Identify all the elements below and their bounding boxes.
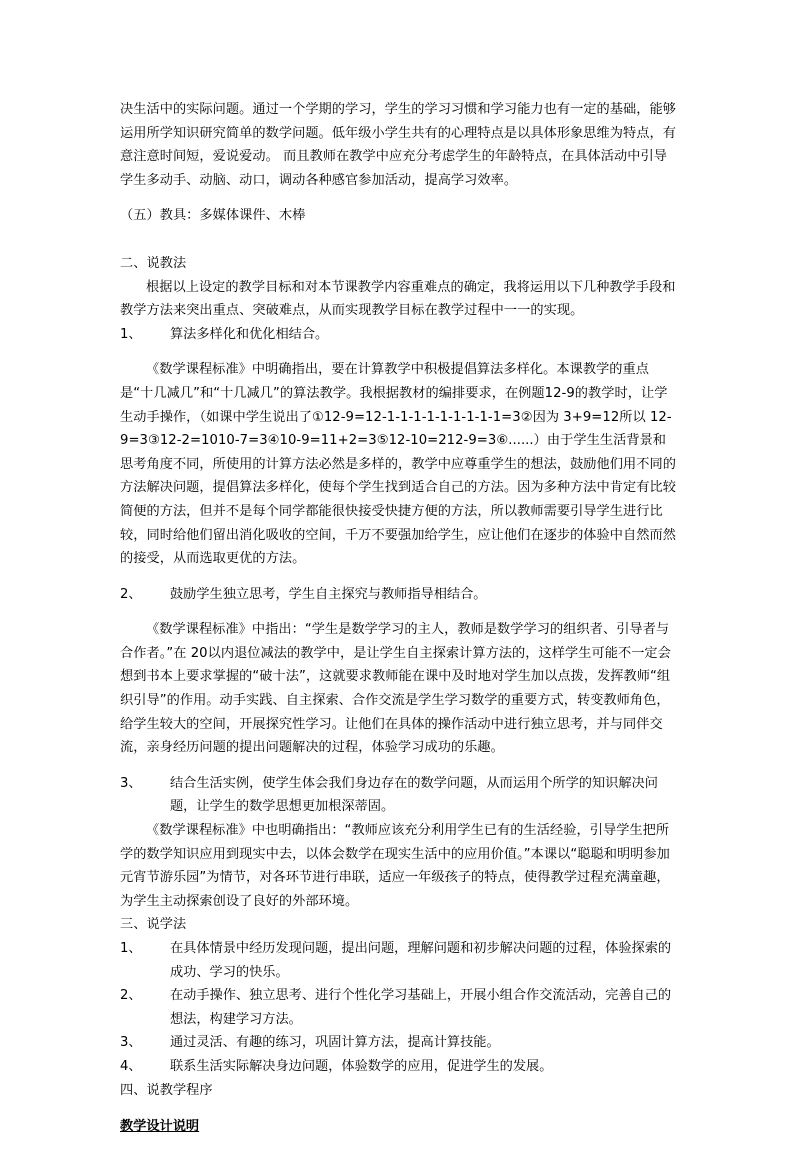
study-item-3 bbox=[120, 1031, 676, 1055]
method-item-3 bbox=[120, 772, 676, 819]
study-item-text: 在动手操作、独立思考、进行个性化学习基础上，开展小组合作交流活动，完善自己的想法，构建学习方法。 bbox=[170, 988, 672, 1027]
paragraph-method-3: 《数学课程标准》中也明确指出：“教师应该充分利用学生已有的生活经验，引导学生把所学的数学知识应用到现实中去，以体会数学在现实生活中的应用价值。”本课以“聪聪和明明参加元宵节游乐园”为情节，对各环节进行串联，适应一年级孩子的特点，使得教学过程充满童趣，为学生主动探索创设了良好的外部环境。 bbox=[120, 823, 670, 909]
study-item-2 bbox=[120, 984, 676, 1031]
heading-study-method: 三、说学法 bbox=[120, 917, 187, 933]
method-item-number: 3、 bbox=[120, 775, 142, 791]
method-item-text: 结合生活实例，使学生体会我们身边存在的数学问题，从而运用个所学的知识解决问题，让学生的数学思想更加根深蒂固。 bbox=[170, 775, 658, 815]
paragraph-method-1: 《数学课程标准》中明确指出，要在计算教学中积极提倡算法多样化。本课教学的重点是“十几减几”和“十几减几”的算法教学。我根据教材的编排要求，在例题12-9的教学时，让学生动手操作，（如课中学生说出了①12-9=12-1-1-1-1-1-1-1-1-1=3②因为 3+9=12所以 12-9=3③12-2=1010-7=3④10-9=11+2=3⑤12-10=212-9=3⑥......）由于学生生活背景和思考角度不同，所使用的计算方法必然是多样的，教学中应尊重学生的想法，鼓励他们用不同的方法解决问题，提倡算法多样化，使每个学生找到适合自己的方法。因为多种方法中肯定有比较简便的方法，但并不是每个同学都能很快接受快捷方便的方法，所以教师需要引导学生进行比较，同时给他们留出消化吸收的空间，千万不要强加给学生，应让他们在逐步的体验中自然而然的接受，从而选取更优的方法。 bbox=[120, 362, 676, 567]
paragraph-teaching-tools: （五）教具：多媒体课件、木棒 bbox=[120, 208, 306, 224]
study-item-1 bbox=[120, 937, 676, 984]
study-item-text: 联系生活实际解决身边问题，体验数学的应用，促进学生的发展。 bbox=[170, 1058, 553, 1074]
study-item-text: 在具体情景中经历发现问题，提出问题，理解问题和初步解决问题的过程，体验探索的成功、学习的快乐。 bbox=[170, 941, 672, 980]
method-item-text: 算法多样化和优化相结合。 bbox=[170, 326, 329, 342]
document-page bbox=[120, 98, 676, 1152]
study-item-number: 2、 bbox=[120, 988, 142, 1004]
study-item-number: 3、 bbox=[120, 1035, 142, 1051]
paragraph-intro: 决生活中的实际问题。通过一个学期的学习，学生的学习习惯和学习能力也有一定的基础，能够运用所学知识研究简单的数学问题。低年级小学生共有的心理特点是以具体形象思维为特点，有意注意时间短，爱说爱动。 而且教师在教学中应充分考虑学生的年龄特点，在具体活动中引导学生多动手、动脑、动口，调动各种感官参加活动，提高学习效率。 bbox=[120, 102, 676, 188]
study-item-4 bbox=[120, 1055, 676, 1079]
heading-teaching-procedure: 四、说教学程序 bbox=[120, 1082, 213, 1098]
heading-teaching-method: 二、说教法 bbox=[120, 255, 187, 271]
method-item-1 bbox=[120, 323, 676, 347]
study-item-number: 1、 bbox=[120, 941, 142, 956]
paragraph-method-2: 《数学课程标准》中指出：“学生是数学学习的主人，教师是数学学习的组织者、引导者与合作者。”在 20以内退位减法的教学中，是让学生自主探索计算方法的，这样学生可能不一定会想到书本上要求掌握的“破十法”，这就要求教师能在课中及时地对学生加以点拨，发挥教师“组织引导”的作用。动手实践、自主探索、合作交流是学生学习数学的重要方式，转变教师角色，给学生较大的空间，开展探究性学习。让他们在具体的操作活动中进行独立思考，并与同伴交流，亲身经历问题的提出问题解决的过程，体验学习成功的乐趣。 bbox=[120, 622, 671, 756]
method-item-number: 2、 bbox=[120, 586, 142, 602]
study-item-text: 通过灵活、有趣的练习，巩固计算方法，提高计算技能。 bbox=[170, 1035, 500, 1051]
heading-design-notes: 教学设计说明 bbox=[120, 1119, 200, 1135]
method-item-number: 1、 bbox=[120, 326, 142, 342]
method-item-2 bbox=[120, 583, 676, 607]
paragraph-method-intro: 根据以上设定的教学目标和对本节课教学内容重难点的确定，我将运用以下几种教学手段和教学方法来突出重点、突破难点，从而实现教学目标在教学过程中一一的实现。 bbox=[120, 279, 676, 319]
study-item-number: 4、 bbox=[120, 1058, 142, 1074]
method-item-text: 鼓励学生独立思考，学生自主探究与教师指导相结合。 bbox=[170, 586, 487, 602]
